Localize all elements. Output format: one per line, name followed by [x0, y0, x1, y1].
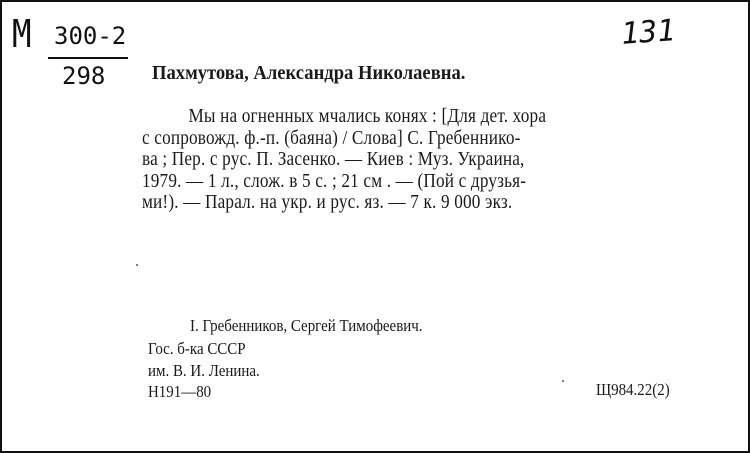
- library-imprint-line: им. В. И. Ленина.: [148, 360, 260, 380]
- paper-speck: [562, 380, 564, 382]
- classification-code: Щ984.22(2): [596, 380, 670, 399]
- paper-speck: [136, 264, 138, 266]
- description-line: ми!). — Парал. на укр. и рус. яз. — 7 к. 9 000 экз.: [142, 191, 513, 213]
- added-entry-tracing: I. Гребенников, Сергей Тимофеевич.: [190, 316, 423, 335]
- library-imprint-line: Гос. б-ка СССР: [148, 339, 246, 358]
- description-line: 1979. — 1 л., слож. в 5 с. ; 21 см . — (Пой с друзья-: [142, 169, 527, 192]
- call-number-divider: [48, 57, 128, 59]
- call-number-class: 300-2: [54, 22, 127, 50]
- library-imprint-line: Н191—80: [148, 382, 212, 401]
- author-heading: Пахмутова, Александра Николаевна.: [152, 62, 466, 84]
- card-number: 131: [619, 13, 677, 52]
- bibliographic-description: [142, 106, 750, 214]
- call-number-number: 298: [62, 62, 106, 90]
- library-imprint: [148, 338, 275, 403]
- description-line: ва ; Пер. с рус. П. Засенко. — Киев : Муз. Украина,: [142, 148, 525, 170]
- description-line: с сопровожд. ф.-п. (баяна) / Слова] С. Гребеннико-: [142, 126, 521, 149]
- description-line: Мы на огненных мчались конях : [Для дет. хора: [188, 105, 547, 127]
- call-number-letter: М: [12, 12, 32, 56]
